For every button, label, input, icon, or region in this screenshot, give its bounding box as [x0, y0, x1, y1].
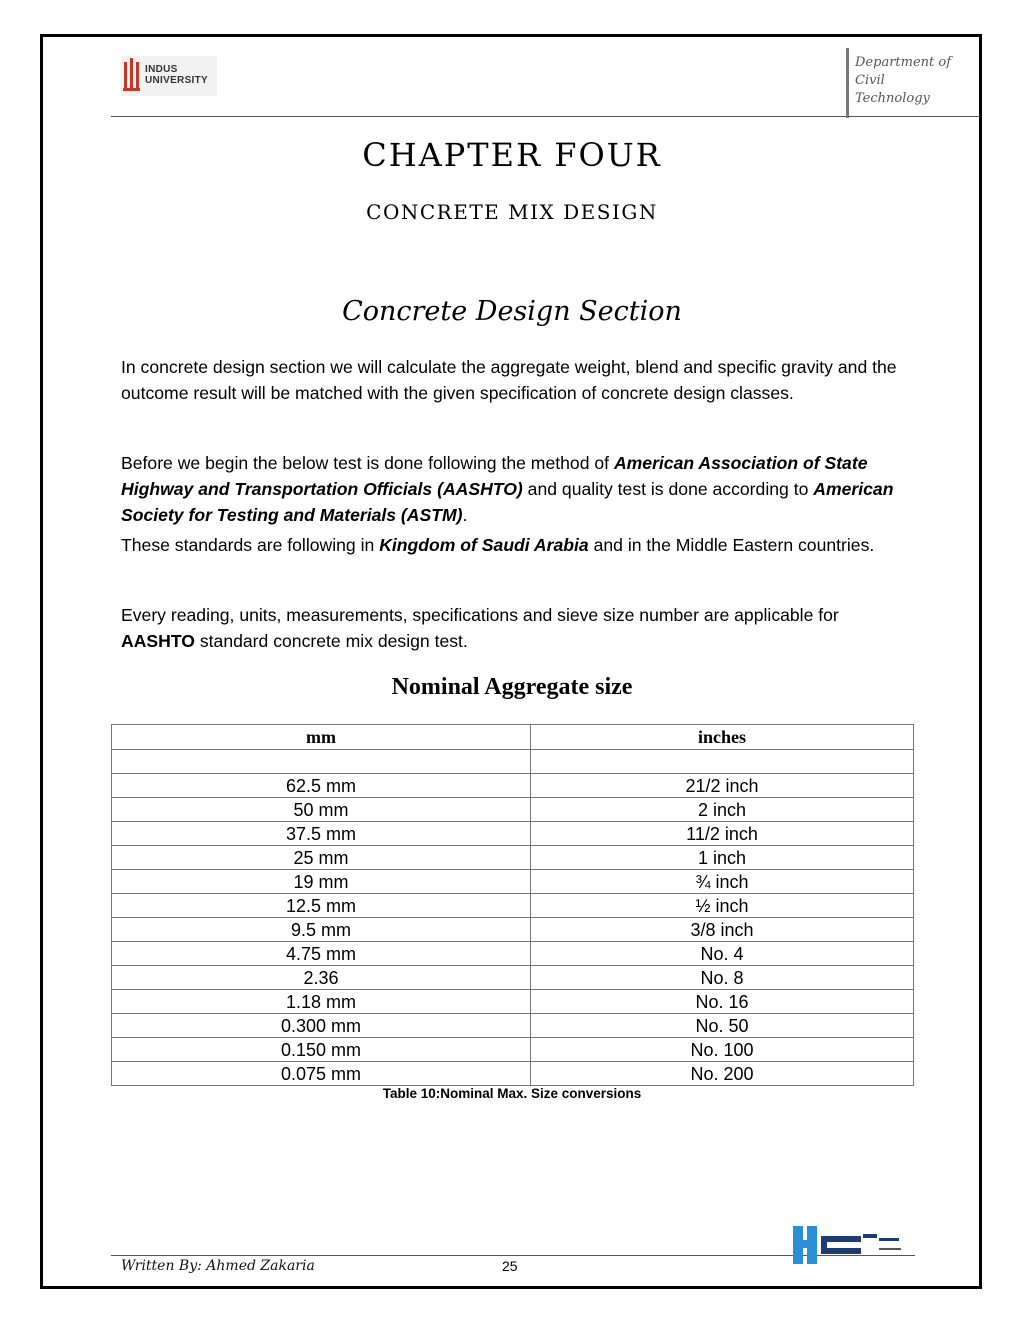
logo-wordmark: INDUS UNIVERSITY — [145, 64, 209, 86]
cell-mm: 9.5 mm — [112, 918, 531, 942]
paragraph-applicability: Every reading, units, measurements, specifications and sieve size number are applicable for AASHTO standard concrete mix design test. — [121, 605, 839, 651]
section-title: Concrete Design Section — [342, 296, 682, 327]
cell-mm: 2.36 — [112, 966, 531, 990]
department-line: Civil — [855, 73, 885, 88]
cell-inches: No. 4 — [531, 942, 914, 966]
cell-inches: No. 8 — [531, 966, 914, 990]
cell-inches: ¾ inch — [531, 870, 914, 894]
cell-mm: 19 mm — [112, 870, 531, 894]
department-line: Department of — [855, 55, 952, 70]
cell-inches: 3/8 inch — [531, 918, 914, 942]
table-caption: Table 10:Nominal Max. Size conversions — [382, 1086, 642, 1101]
cell-mm: 1.18 mm — [112, 990, 531, 1014]
table-row — [112, 966, 914, 990]
table-row — [112, 918, 914, 942]
cell-mm: 12.5 mm — [112, 894, 531, 918]
cell-mm: 0.075 mm — [112, 1062, 531, 1086]
region-name: Kingdom of Saudi Arabia — [379, 535, 589, 555]
author-credit: Written By: Ahmed Zakaria — [121, 1258, 315, 1274]
cell-mm: 25 mm — [112, 846, 531, 870]
cell-inches: 1 inch — [531, 846, 914, 870]
table-row — [112, 750, 914, 774]
astm-name: American Society for Testing and Materials (ASTM) — [121, 479, 894, 525]
header-divider — [846, 48, 849, 118]
table-row — [112, 1038, 914, 1062]
company-logo-icon — [793, 1222, 907, 1268]
table-header-row — [112, 725, 914, 750]
cell-mm: 50 mm — [112, 798, 531, 822]
chapter-title: CHAPTER FOUR — [362, 136, 662, 174]
cell-inches: 21/2 inch — [531, 774, 914, 798]
table-row — [112, 942, 914, 966]
table-row — [112, 846, 914, 870]
cell-inches: 2 inch — [531, 798, 914, 822]
table-title: Nominal Aggregate size — [391, 674, 633, 700]
cell-inches: ½ inch — [531, 894, 914, 918]
table-row — [112, 774, 914, 798]
paragraph-intro: In concrete design section we will calculate the aggregate weight, blend and specific gravity and the outcome result will be matched with the given specification of concrete design classes. — [121, 357, 897, 403]
chapter-subtitle: CONCRETE MIX DESIGN — [366, 200, 658, 224]
cell-mm: 0.150 mm — [112, 1038, 531, 1062]
page-number: 25 — [502, 1258, 518, 1274]
cell-mm: 0.300 mm — [112, 1014, 531, 1038]
cell-inches — [531, 750, 914, 774]
cell-mm: 62.5 mm — [112, 774, 531, 798]
aashto-name: American Association of State Highway and Transportation Officials (AASHTO) — [121, 453, 868, 499]
cell-mm: 4.75 mm — [112, 942, 531, 966]
cell-inches: No. 100 — [531, 1038, 914, 1062]
cell-inches: 11/2 inch — [531, 822, 914, 846]
column-header-inches: inches — [531, 725, 914, 750]
cell-mm — [112, 750, 531, 774]
department-label — [855, 54, 975, 108]
department-line: Technology — [855, 91, 930, 106]
cell-inches: No. 50 — [531, 1014, 914, 1038]
aashto-abbr: AASHTO — [121, 631, 195, 651]
cell-inches: No. 200 — [531, 1062, 914, 1086]
table-row — [112, 798, 914, 822]
paragraph-region: These standards are following in Kingdom of Saudi Arabia and in the Middle Eastern countries. — [121, 535, 875, 555]
column-header-mm: mm — [112, 725, 531, 750]
table-row — [112, 822, 914, 846]
table-row — [112, 894, 914, 918]
table-row — [112, 1014, 914, 1038]
cell-inches: No. 16 — [531, 990, 914, 1014]
aggregate-size-table — [111, 724, 914, 1086]
table-row — [112, 990, 914, 1014]
table-row — [112, 1062, 914, 1086]
university-emblem-icon — [121, 56, 141, 94]
cell-mm: 37.5 mm — [112, 822, 531, 846]
table-row — [112, 870, 914, 894]
header-rule-right — [848, 116, 980, 117]
paragraph-standards: Before we begin the below test is done following the method of American Association of State Highway and Transportation Officials (AASHTO) and quality test is done according to American Society for Testing and Materials (ASTM). — [121, 453, 894, 525]
indus-university-logo — [121, 56, 217, 96]
header-rule — [111, 116, 846, 117]
